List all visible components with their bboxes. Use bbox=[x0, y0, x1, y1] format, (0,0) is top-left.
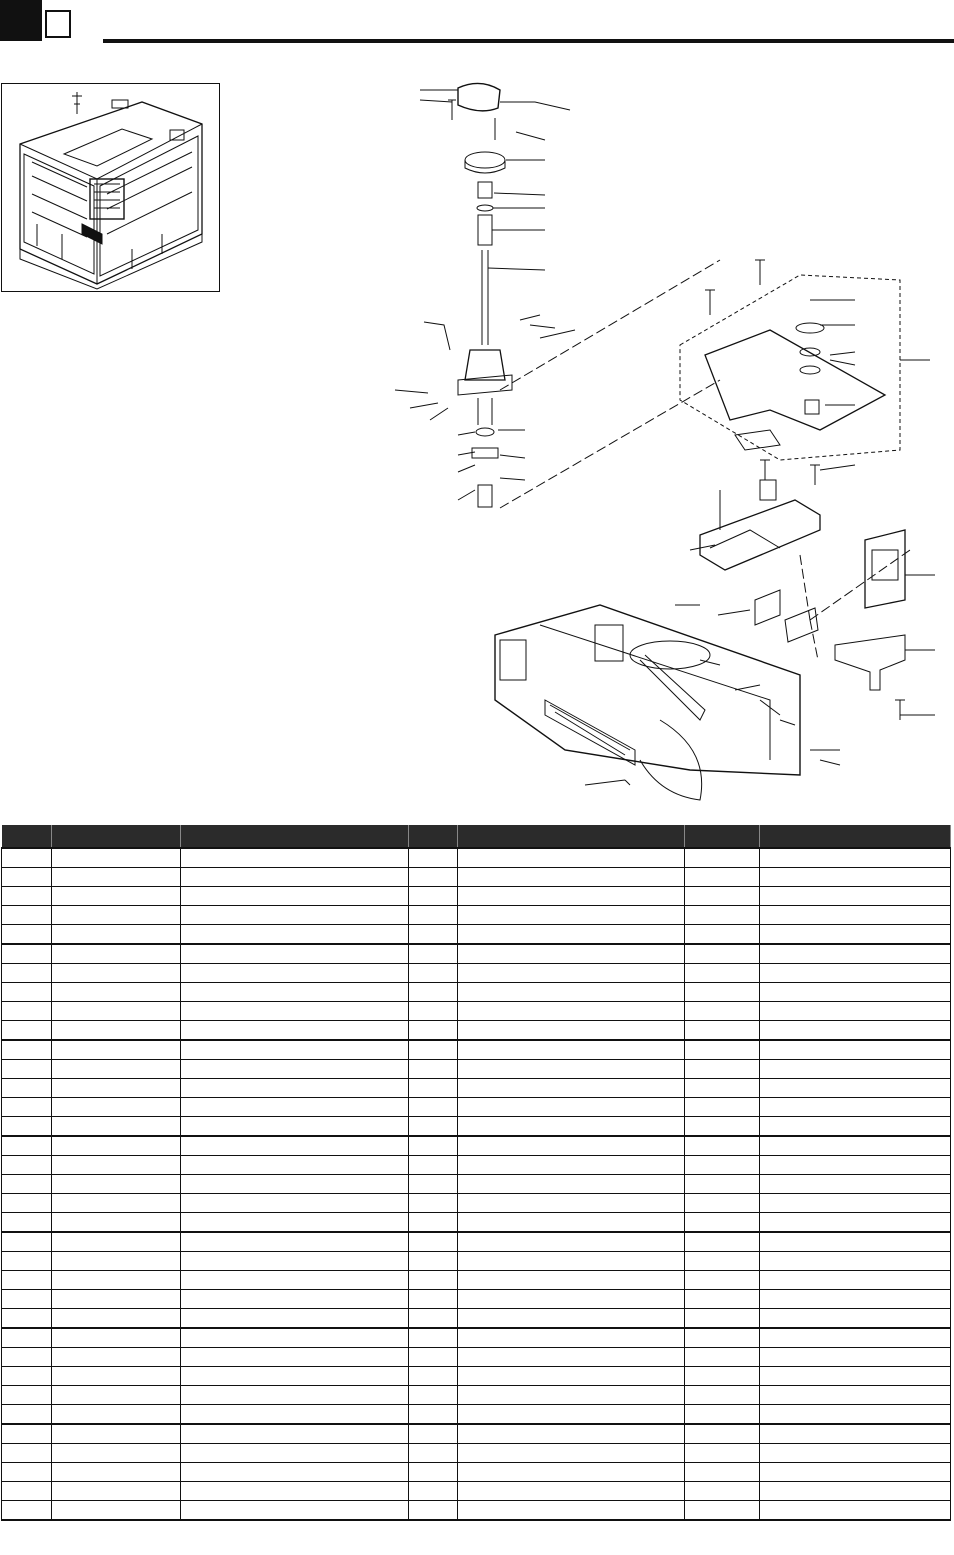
table-cell bbox=[409, 1252, 458, 1271]
table-cell bbox=[2, 1021, 52, 1041]
table-cell bbox=[760, 1290, 951, 1309]
table-row bbox=[2, 1079, 951, 1098]
table-cell bbox=[760, 1444, 951, 1463]
table-cell bbox=[760, 1501, 951, 1521]
table-cell bbox=[409, 1386, 458, 1405]
table-cell bbox=[685, 1463, 760, 1482]
machine-overview-illustration bbox=[1, 83, 220, 292]
table-cell bbox=[685, 1386, 760, 1405]
table-cell bbox=[181, 964, 409, 983]
table-cell bbox=[409, 983, 458, 1002]
table-cell bbox=[760, 1021, 951, 1041]
table-cell bbox=[685, 1290, 760, 1309]
table-cell bbox=[458, 1463, 685, 1482]
table-cell bbox=[409, 1021, 458, 1041]
table-row bbox=[2, 1309, 951, 1329]
table-cell bbox=[2, 1002, 52, 1021]
table-cell bbox=[2, 983, 52, 1002]
table-cell bbox=[181, 1040, 409, 1060]
table-cell bbox=[458, 1290, 685, 1309]
table-cell bbox=[2, 1463, 52, 1482]
table-cell bbox=[52, 887, 181, 906]
table-row bbox=[2, 1156, 951, 1175]
table-cell bbox=[52, 1098, 181, 1117]
table-cell bbox=[52, 1175, 181, 1194]
table-cell bbox=[52, 1040, 181, 1060]
table-cell bbox=[409, 1328, 458, 1348]
table-cell bbox=[685, 1252, 760, 1271]
table-cell bbox=[458, 1501, 685, 1521]
table-cell bbox=[2, 1252, 52, 1271]
table-cell bbox=[409, 1079, 458, 1098]
table-cell bbox=[458, 1060, 685, 1079]
parts-table-header bbox=[2, 825, 951, 848]
table-cell bbox=[458, 887, 685, 906]
table-cell bbox=[181, 1079, 409, 1098]
table-row bbox=[2, 1117, 951, 1137]
table-cell bbox=[2, 1232, 52, 1252]
table-cell bbox=[409, 1482, 458, 1501]
table-cell bbox=[685, 1060, 760, 1079]
col-header-description bbox=[181, 825, 409, 848]
table-cell bbox=[409, 1117, 458, 1137]
table-cell bbox=[409, 1463, 458, 1482]
table-row bbox=[2, 983, 951, 1002]
table-cell bbox=[685, 1040, 760, 1060]
table-row bbox=[2, 1424, 951, 1444]
table-row bbox=[2, 1060, 951, 1079]
table-cell bbox=[2, 1290, 52, 1309]
table-row bbox=[2, 944, 951, 964]
table-cell bbox=[685, 848, 760, 868]
table-cell bbox=[181, 1156, 409, 1175]
table-cell bbox=[760, 1309, 951, 1329]
table-cell bbox=[52, 906, 181, 925]
table-row bbox=[2, 887, 951, 906]
table-cell bbox=[181, 1213, 409, 1233]
table-row bbox=[2, 1136, 951, 1156]
table-cell bbox=[409, 925, 458, 945]
table-cell bbox=[52, 848, 181, 868]
col-header-qty bbox=[409, 825, 458, 848]
table-cell bbox=[2, 1194, 52, 1213]
table-cell bbox=[409, 944, 458, 964]
table-cell bbox=[409, 1175, 458, 1194]
table-cell bbox=[685, 1232, 760, 1252]
table-cell bbox=[760, 1463, 951, 1482]
table-cell bbox=[52, 1232, 181, 1252]
table-cell bbox=[181, 1271, 409, 1290]
table-cell bbox=[52, 1021, 181, 1041]
table-cell bbox=[52, 1328, 181, 1348]
table-cell bbox=[181, 944, 409, 964]
table-cell bbox=[2, 887, 52, 906]
table-cell bbox=[2, 1501, 52, 1521]
table-row bbox=[2, 1232, 951, 1252]
table-cell bbox=[458, 1098, 685, 1117]
table-row bbox=[2, 1021, 951, 1041]
table-cell bbox=[685, 1501, 760, 1521]
table-cell bbox=[685, 1482, 760, 1501]
table-cell bbox=[409, 1136, 458, 1156]
table-cell bbox=[52, 925, 181, 945]
table-cell bbox=[409, 868, 458, 887]
table-cell bbox=[458, 944, 685, 964]
table-cell bbox=[760, 964, 951, 983]
table-row bbox=[2, 848, 951, 868]
table-cell bbox=[409, 1424, 458, 1444]
table-cell bbox=[458, 1367, 685, 1386]
table-cell bbox=[760, 1156, 951, 1175]
table-cell bbox=[685, 1021, 760, 1041]
table-cell bbox=[685, 1002, 760, 1021]
table-cell bbox=[52, 1405, 181, 1425]
table-cell bbox=[2, 1348, 52, 1367]
table-cell bbox=[2, 925, 52, 945]
table-cell bbox=[458, 868, 685, 887]
table-cell bbox=[181, 1290, 409, 1309]
table-cell bbox=[685, 1117, 760, 1137]
table-cell bbox=[52, 868, 181, 887]
table-cell bbox=[685, 868, 760, 887]
table-cell bbox=[181, 1136, 409, 1156]
table-cell bbox=[760, 1136, 951, 1156]
table-row bbox=[2, 1040, 951, 1060]
table-cell bbox=[2, 1328, 52, 1348]
table-cell bbox=[2, 1079, 52, 1098]
table-cell bbox=[409, 1040, 458, 1060]
table-cell bbox=[458, 983, 685, 1002]
header-rule bbox=[103, 39, 954, 43]
table-cell bbox=[458, 1136, 685, 1156]
table-cell bbox=[760, 1328, 951, 1348]
table-cell bbox=[760, 887, 951, 906]
table-cell bbox=[52, 1482, 181, 1501]
table-cell bbox=[2, 1424, 52, 1444]
table-cell bbox=[760, 1386, 951, 1405]
table-row bbox=[2, 1271, 951, 1290]
table-cell bbox=[181, 1194, 409, 1213]
table-cell bbox=[181, 1002, 409, 1021]
table-cell bbox=[760, 1098, 951, 1117]
table-cell bbox=[685, 925, 760, 945]
table-cell bbox=[181, 906, 409, 925]
parts-table bbox=[1, 825, 951, 1521]
table-cell bbox=[181, 1232, 409, 1252]
table-cell bbox=[760, 1232, 951, 1252]
table-cell bbox=[685, 1328, 760, 1348]
table-cell bbox=[181, 1444, 409, 1463]
table-row bbox=[2, 1386, 951, 1405]
table-cell bbox=[409, 848, 458, 868]
table-cell bbox=[458, 1194, 685, 1213]
table-cell bbox=[52, 1002, 181, 1021]
table-cell bbox=[181, 868, 409, 887]
table-cell bbox=[458, 1232, 685, 1252]
table-cell bbox=[760, 1367, 951, 1386]
table-row bbox=[2, 1213, 951, 1233]
table-cell bbox=[2, 906, 52, 925]
section-marker-block bbox=[0, 0, 42, 41]
table-cell bbox=[181, 1463, 409, 1482]
table-cell bbox=[409, 1098, 458, 1117]
table-cell bbox=[409, 1156, 458, 1175]
table-cell bbox=[181, 983, 409, 1002]
table-cell bbox=[760, 1482, 951, 1501]
table-cell bbox=[760, 1424, 951, 1444]
table-cell bbox=[2, 1156, 52, 1175]
table-cell bbox=[181, 1405, 409, 1425]
table-row bbox=[2, 1405, 951, 1425]
col-header-code bbox=[685, 825, 760, 848]
table-cell bbox=[52, 1290, 181, 1309]
table-cell bbox=[458, 1079, 685, 1098]
table-cell bbox=[181, 887, 409, 906]
exploded-assembly-drawing bbox=[340, 60, 954, 820]
table-cell bbox=[52, 1309, 181, 1329]
table-cell bbox=[52, 964, 181, 983]
table-row bbox=[2, 1328, 951, 1348]
table-cell bbox=[685, 887, 760, 906]
table-cell bbox=[52, 1156, 181, 1175]
table-cell bbox=[458, 1156, 685, 1175]
table-cell bbox=[52, 1136, 181, 1156]
table-cell bbox=[181, 1117, 409, 1137]
table-cell bbox=[760, 925, 951, 945]
table-cell bbox=[409, 906, 458, 925]
table-cell bbox=[458, 1213, 685, 1233]
table-cell bbox=[685, 1271, 760, 1290]
table-cell bbox=[52, 1386, 181, 1405]
table-cell bbox=[2, 1482, 52, 1501]
table-cell bbox=[409, 1213, 458, 1233]
table-cell bbox=[409, 964, 458, 983]
table-cell bbox=[2, 1367, 52, 1386]
table-row bbox=[2, 1367, 951, 1386]
table-cell bbox=[52, 1424, 181, 1444]
table-cell bbox=[760, 1194, 951, 1213]
table-cell bbox=[2, 1060, 52, 1079]
table-cell bbox=[458, 1117, 685, 1137]
table-row bbox=[2, 964, 951, 983]
table-cell bbox=[458, 1040, 685, 1060]
table-cell bbox=[409, 1501, 458, 1521]
col-header-remarks bbox=[760, 825, 951, 848]
table-cell bbox=[458, 1309, 685, 1329]
table-cell bbox=[181, 1175, 409, 1194]
table-cell bbox=[760, 1040, 951, 1060]
table-cell bbox=[181, 1309, 409, 1329]
table-cell bbox=[409, 1444, 458, 1463]
table-cell bbox=[181, 1060, 409, 1079]
col-header-no bbox=[2, 825, 52, 848]
table-cell bbox=[181, 848, 409, 868]
table-cell bbox=[409, 1232, 458, 1252]
table-cell bbox=[760, 868, 951, 887]
table-cell bbox=[409, 1060, 458, 1079]
table-cell bbox=[52, 1079, 181, 1098]
table-cell bbox=[458, 906, 685, 925]
table-cell bbox=[685, 964, 760, 983]
table-cell bbox=[458, 1444, 685, 1463]
table-cell bbox=[685, 906, 760, 925]
table-cell bbox=[760, 1252, 951, 1271]
table-cell bbox=[685, 1098, 760, 1117]
table-cell bbox=[458, 1252, 685, 1271]
table-cell bbox=[52, 1501, 181, 1521]
table-cell bbox=[760, 848, 951, 868]
table-row bbox=[2, 868, 951, 887]
table-cell bbox=[685, 1156, 760, 1175]
table-cell bbox=[760, 1213, 951, 1233]
table-cell bbox=[2, 964, 52, 983]
table-cell bbox=[685, 1079, 760, 1098]
section-number-box bbox=[45, 10, 71, 38]
table-row bbox=[2, 1444, 951, 1463]
table-cell bbox=[52, 1252, 181, 1271]
table-cell bbox=[458, 925, 685, 945]
table-cell bbox=[181, 1367, 409, 1386]
table-cell bbox=[409, 887, 458, 906]
table-cell bbox=[52, 1060, 181, 1079]
table-cell bbox=[458, 1405, 685, 1425]
table-cell bbox=[458, 1175, 685, 1194]
table-cell bbox=[181, 1386, 409, 1405]
table-row bbox=[2, 1098, 951, 1117]
table-row bbox=[2, 1290, 951, 1309]
table-cell bbox=[685, 1348, 760, 1367]
table-cell bbox=[2, 1117, 52, 1137]
table-cell bbox=[458, 1271, 685, 1290]
table-cell bbox=[458, 1482, 685, 1501]
table-cell bbox=[760, 1117, 951, 1137]
table-cell bbox=[685, 1444, 760, 1463]
table-row bbox=[2, 925, 951, 945]
table-cell bbox=[2, 868, 52, 887]
col-header-spec bbox=[458, 825, 685, 848]
table-cell bbox=[409, 1194, 458, 1213]
table-cell bbox=[2, 848, 52, 868]
table-cell bbox=[760, 1175, 951, 1194]
table-cell bbox=[685, 1194, 760, 1213]
table-cell bbox=[181, 1348, 409, 1367]
table-cell bbox=[458, 1386, 685, 1405]
table-row bbox=[2, 1194, 951, 1213]
table-cell bbox=[409, 1271, 458, 1290]
table-cell bbox=[458, 848, 685, 868]
table-cell bbox=[685, 1213, 760, 1233]
table-cell bbox=[181, 1482, 409, 1501]
table-cell bbox=[685, 1309, 760, 1329]
table-cell bbox=[685, 1405, 760, 1425]
table-cell bbox=[52, 1213, 181, 1233]
table-cell bbox=[2, 1040, 52, 1060]
table-cell bbox=[2, 1444, 52, 1463]
table-cell bbox=[685, 1367, 760, 1386]
table-cell bbox=[181, 1424, 409, 1444]
table-cell bbox=[2, 1213, 52, 1233]
table-cell bbox=[52, 1117, 181, 1137]
table-cell bbox=[760, 1405, 951, 1425]
table-cell bbox=[685, 983, 760, 1002]
table-cell bbox=[409, 1367, 458, 1386]
table-cell bbox=[760, 944, 951, 964]
table-row bbox=[2, 1501, 951, 1521]
table-cell bbox=[52, 944, 181, 964]
table-cell bbox=[760, 1271, 951, 1290]
table-cell bbox=[2, 1271, 52, 1290]
table-row bbox=[2, 1348, 951, 1367]
table-cell bbox=[458, 1328, 685, 1348]
table-cell bbox=[181, 1098, 409, 1117]
table-cell bbox=[685, 1136, 760, 1156]
table-cell bbox=[52, 983, 181, 1002]
table-cell bbox=[181, 1021, 409, 1041]
table-row bbox=[2, 906, 951, 925]
table-cell bbox=[760, 906, 951, 925]
table-cell bbox=[760, 1079, 951, 1098]
table-cell bbox=[760, 1060, 951, 1079]
table-cell bbox=[2, 1136, 52, 1156]
table-cell bbox=[760, 1002, 951, 1021]
table-cell bbox=[181, 925, 409, 945]
table-cell bbox=[2, 944, 52, 964]
table-cell bbox=[685, 944, 760, 964]
table-cell bbox=[52, 1194, 181, 1213]
table-row bbox=[2, 1002, 951, 1021]
table-cell bbox=[458, 964, 685, 983]
table-cell bbox=[181, 1328, 409, 1348]
table-cell bbox=[181, 1252, 409, 1271]
table-cell bbox=[52, 1463, 181, 1482]
table-cell bbox=[458, 1002, 685, 1021]
table-cell bbox=[52, 1271, 181, 1290]
table-cell bbox=[409, 1309, 458, 1329]
table-cell bbox=[181, 1501, 409, 1521]
table-cell bbox=[52, 1367, 181, 1386]
table-cell bbox=[760, 1348, 951, 1367]
table-cell bbox=[2, 1405, 52, 1425]
table-row bbox=[2, 1463, 951, 1482]
table-cell bbox=[458, 1424, 685, 1444]
table-cell bbox=[409, 1002, 458, 1021]
table-cell bbox=[685, 1175, 760, 1194]
table-row bbox=[2, 1252, 951, 1271]
table-cell bbox=[685, 1424, 760, 1444]
table-row bbox=[2, 1482, 951, 1501]
table-cell bbox=[409, 1348, 458, 1367]
table-cell bbox=[2, 1098, 52, 1117]
table-cell bbox=[409, 1290, 458, 1309]
table-cell bbox=[458, 1348, 685, 1367]
table-cell bbox=[52, 1348, 181, 1367]
table-cell bbox=[2, 1175, 52, 1194]
table-cell bbox=[52, 1444, 181, 1463]
table-cell bbox=[760, 983, 951, 1002]
table-cell bbox=[2, 1386, 52, 1405]
table-row bbox=[2, 1175, 951, 1194]
table-cell bbox=[409, 1405, 458, 1425]
table-cell bbox=[2, 1309, 52, 1329]
col-header-part-number bbox=[52, 825, 181, 848]
table-cell bbox=[458, 1021, 685, 1041]
